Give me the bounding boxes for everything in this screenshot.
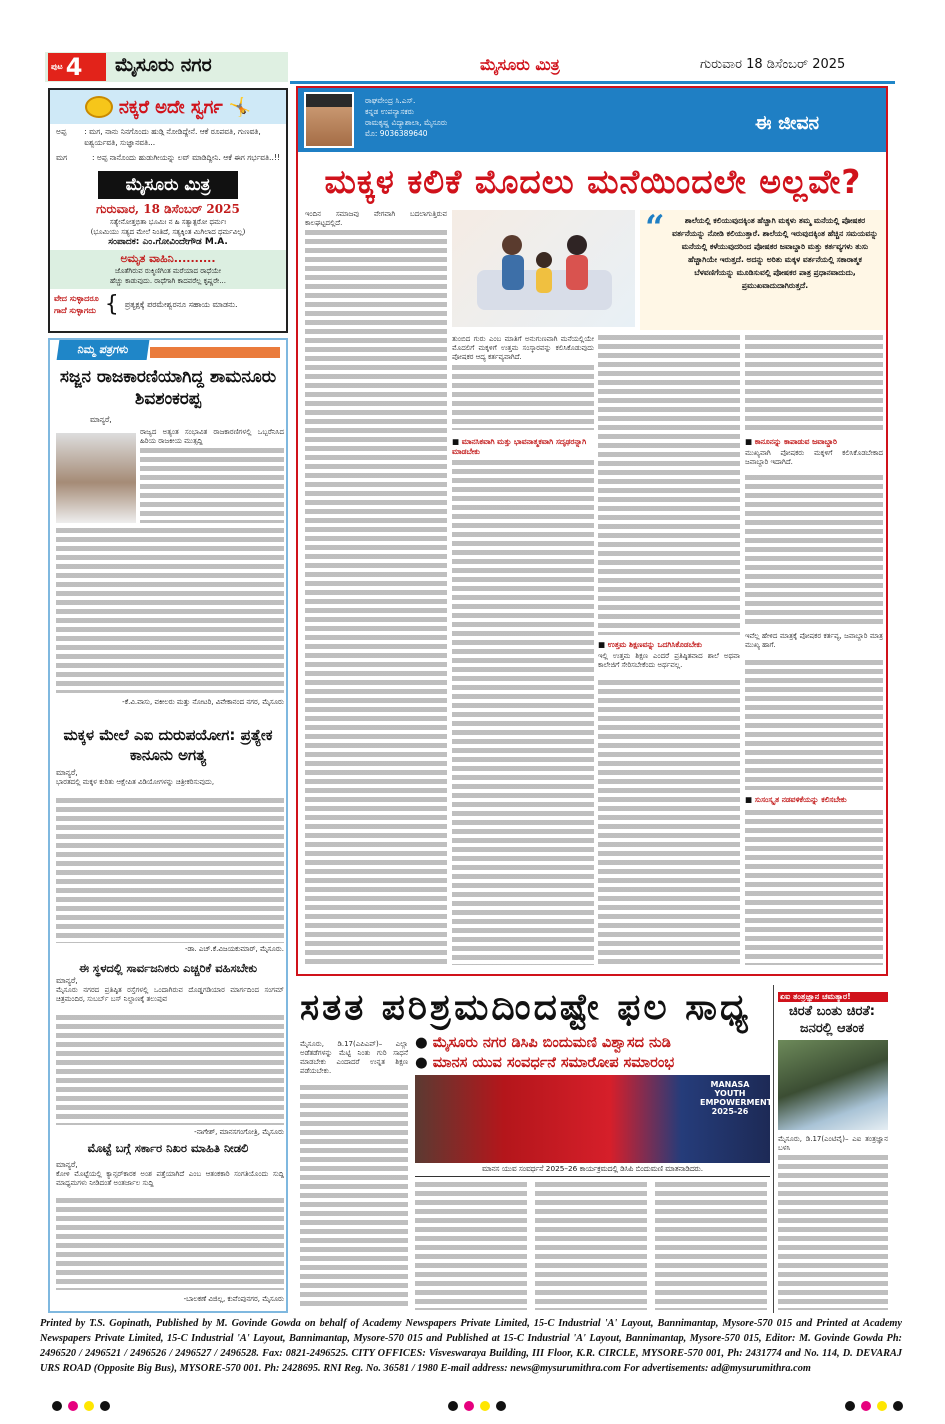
article-headline: ಮಕ್ಕಳ ಕಲಿಕೆ ಮೊದಲು ಮನೆಯಿಂದಲೇ ಅಲ್ಲವೇ? — [324, 162, 862, 201]
author-institution: ರಾಮಕೃಷ್ಣ ವಿದ್ಯಾಶಾಲಾ, ಮೈಸೂರು — [365, 118, 448, 127]
article-body — [452, 365, 594, 430]
humor-title-bar — [50, 90, 286, 124]
amrutha-title: ಅಮೃತ ವಾಹಿನಿ.......... — [120, 252, 216, 265]
registration-marks — [448, 1401, 506, 1411]
amrutha-vahini — [50, 250, 286, 289]
letter-body — [56, 528, 284, 693]
label-bar — [150, 347, 280, 358]
article-subhead: ■ ಉತ್ತಮ ಶಿಕ್ಷಣವನ್ನು ಒದಗಿಸಿಕೊಡಬೇಕು — [598, 640, 740, 650]
letter-lead: ರಾಜ್ಯದ ಅತ್ಯಂತ ಸಂಭಾವಿತ ರಾಜಕಾರಣಿಗಳಲ್ಲಿ ಒಬ್ಬರೆನಿಸಿದ ಹಿರಿಯ ರಾಜಕೀಯ ಮುತ್ಸದ್ದಿ — [140, 428, 284, 445]
letter-headline: ಸಜ್ಜನ ರಾಜಕಾರಣಿಯಾಗಿದ್ದ ಶಾಮನೂರು ಶಿವಶಂಕರಪ್ಪ — [59, 367, 277, 409]
issue-date: ಗುರುವಾರ 18 ಡಿಸೆಂಬರ್ 2025 — [700, 57, 846, 72]
letter-headline: ಮಕ್ಕಳ ಮೇಲೆ ಎಐ ದುರುಪಯೋಗ: ಪ್ರತ್ಯೇಕ ಕಾನೂನು ಅಗತ್ಯ — [63, 726, 273, 764]
imprint-footer: Printed by T.S. Gopinath, Published by M. Govinde Gowda on behalf of Academy Newspapers Private Limited, 15-C Industrial 'A' Layout, Bannimantap, Mysore-570 015 and Printed at Academy Newspapers Private Limited, 15-C Industrial 'A' Layout, Bannimantap, Mysore-570 015 and Published at 15-C Industrial 'A' Layout, Bannimantap, Mysore-570 015, Editor: M. Govinde Gowda Ph: 2496520 / 2496521 / 2496526 / 2496527 / 2496528. Fax: 0821-2496525. CITY OFFICES: Visveswaraya Building, III Floor, K.R. CIRCLE, MYSORE-570 001, Ph: 2431774 and No. 114, D. DEVARAJ URS ROAD (Opposite Big Bus), MYSORE-570 001. Ph: 2428695. RNI Reg. No. 36581 / 1980 E-mail address: news@mysurumithra.com For advertisements: ad@mysurumithra.com — [40, 1318, 902, 1374]
letter-signature: -ಡಾ. ಎಚ್.ಕೆ.ವಿಜಯಕುಮಾರ್, ಮೈಸೂರು. — [185, 945, 284, 953]
joke-line — [50, 124, 286, 150]
news-body — [300, 1085, 408, 1310]
photo-caption: ಮಾನಸ ಯುವ ಸಂವರ್ಧನೆ 2025–26 ಕಾರ್ಯಕ್ರಮದಲ್ಲಿ ಡಿಸಿಪಿ ಬಿಂದುಮಣಿ ಮಾತನಾಡಿದರು. — [415, 1164, 770, 1177]
leopard-photo — [778, 1040, 888, 1130]
side-kicker: ಏಐ ತಂತ್ರಜ್ಞಾನ ಚಮತ್ಕಾರ! — [778, 992, 888, 1002]
salutation: ಮಾನ್ಯರೆ, — [56, 976, 78, 985]
proverb-line: ಗಾದೆ ಸುಳ್ಳಾಗದು — [54, 305, 96, 315]
article-body — [598, 335, 740, 635]
amrutha-line: ಹೆಚ್ಚು ಕಾಡುವುದು. ರಾಧೆಗಾಗಿ ಕಾದವರೆಲ್ಲ ಕೃಷ್ಣರೇ... — [110, 277, 226, 285]
joke-line — [50, 150, 286, 165]
article-body — [452, 460, 594, 965]
letter-signature: -ನಾಗೇಶ್, ಮಾನಸಗಂಗೋತ್ರಿ, ಮೈಸೂರು — [194, 1128, 284, 1136]
article-paragraph: ತುಂಬಿದ ಗುರು ಎಂಬ ಮಾತಿಗೆ ಅನುಗುಣವಾಗಿ ಮನೆಯಲ್ಲಿಯೇ ಮೊದಲಿಗೆ ಮಕ್ಕಳಿಗೆ ಉತ್ತಮ ಸಂಸ್ಕಾರವನ್ನು ಕಲಿಸಿಕೊಡುವುದು ಪೋಷಕರ ಆದ್ಯ ಕರ್ತವ್ಯವಾಗಿದೆ. — [452, 335, 594, 361]
news-body — [415, 1182, 527, 1310]
proverb-line: ವೇದ ಸುಳ್ಳಾದರೂ — [54, 293, 99, 303]
proverb — [50, 289, 286, 320]
proverb-meaning: ಪ್ರತ್ಯಕ್ಷಕ್ಕೆ ಪರಮೇಶ್ವರನೂ ಸಹಾಯ ಮಾಡನು. — [124, 299, 238, 309]
laughing-face-icon — [85, 96, 113, 118]
cartoon-figure-icon: 🤸 — [228, 96, 252, 118]
letter-lead: ಕೋಳಿ ಮೊಟ್ಟೆಯಲ್ಲಿ ಕ್ಯಾನ್ಸರ್‌ಕಾರಕ ಅಂಶ ಪತ್ತೆಯಾಗಿದೆ ಎಂಬ ಆತಂಕಕಾರಿ ಸಂಗತಿಯೊಂದು ಸುದ್ದಿ ಮಾಧ್ಯಮಗಳು ನೀಡಿದಂತೆ ಅಂತರ್ಜಾಲ ಸುದ್ದಿ — [56, 1170, 284, 1187]
letter-signature: -ಕೆ.ವಿ.ವಾಸು, ವಕೀಲರು ಮತ್ತು ನೋಟರಿ, ವಿವೇಕಾನಂದ ನಗರ, ಮೈಸೂರು — [122, 698, 284, 706]
pull-quote: ಶಾಲೆಯಲ್ಲಿ ಕಲಿಯುವುದಕ್ಕಿಂತ ಹೆಚ್ಚಾಗಿ ಮಕ್ಕಳು ತಮ್ಮ ಮನೆಯಲ್ಲಿ ಪೋಷಕರ ವರ್ತನೆಯನ್ನು ನೋಡಿ ಕಲಿಯುತ್ತಾರೆ. ಶಾಲೆಯಲ್ಲಿ ಇರುವುದಕ್ಕಿಂತ ಹೆಚ್ಚಿನ ಸಮಯವನ್ನು ಮನೆಯಲ್ಲಿ ಕಳೆಯುವುದರಿಂದ ಪೋಷಕರ ಜವಾಬ್ದಾರಿ ಮತ್ತು ಕರ್ತವ್ಯಗಳು ತುಸು ಹೆಚ್ಚಾಗಿಯೇ ಇರುತ್ತದೆ. ಅದನ್ನು ಅರಿತು ಮಕ್ಕಳ ವರ್ತನೆಯಲ್ಲಿ ಸಕಾರಾತ್ಮಕ ಬೆಳವಣಿಗೆಯನ್ನು ಮೂಡಿಸುವಲ್ಲಿ ಪೋಷಕರ ಪಾತ್ರ ಪ್ರಧಾನವಾದುದು, ಪ್ರಮುಖವಾದುದಾಗಿರುತ್ತದೆ. — [640, 210, 886, 330]
letter-body — [140, 448, 284, 523]
author-name: ರಾಘವೇಂದ್ರ ಸಿ.ಎಸ್. — [365, 96, 416, 105]
news-subhead: ● ಮೈಸೂರು ನಗರ ಡಿಸಿಪಿ ಬಿಂದುಮಣಿ ವಿಶ್ವಾಸದ ನುಡಿ — [415, 1033, 671, 1053]
salutation: ಮಾನ್ಯರೆ, — [56, 768, 78, 777]
article-paragraph: ಮುಖ್ಯವಾಗಿ ಪೋಷಕರು ಮಕ್ಕಳಿಗೆ ಕಲಿಸಿಕೊಡಬೇಕಾದ ಜವಾಬ್ದಾರಿ ಇದಾಗಿದೆ. — [745, 449, 883, 466]
byline — [365, 95, 447, 139]
quote-mark-icon: “ — [645, 208, 665, 248]
side-body — [778, 1155, 888, 1310]
photo-banner-text: MANASA YOUTH EMPOWERMENT 2025-26 — [700, 1080, 773, 1116]
salutation: ಮಾನ್ಯರೆ, — [90, 415, 112, 424]
page-number: 4 — [65, 53, 83, 81]
article-subhead: ■ ಕಾನೂನನ್ನು ಕಾಪಾಡುವ ಜವಾಬ್ದಾರಿ — [745, 437, 883, 447]
author-role: ಕನ್ನಡ ಉಪನ್ಯಾಸಕರು — [365, 107, 415, 116]
article-body — [305, 230, 447, 965]
box-date: ಗುರುವಾರ, 18 ಡಿಸೆಂಬರ್ 2025 — [96, 202, 240, 216]
side-headline: ಚಿರತೆ ಬಂತು ಚಿರತೆ: ಜನರಲ್ಲಿ ಆತಂಕ — [789, 1004, 875, 1036]
letter-lead: ಭಾರತದಲ್ಲಿ ಮಕ್ಕಳ ಕುರಿತು ಆಕ್ಷೇಪಿತ ವಿಡಿಯೋಗಳನ್ನು ಚಿತ್ರೀಕರಿಸುವುದು, — [56, 778, 215, 786]
article-paragraph: ಇಲ್ಲಿ ಉತ್ತಮ ಶಿಕ್ಷಣ ಎಂದರೆ ಪ್ರತಿಷ್ಠಿತವಾದ ಶಾಲೆ ಅಥವಾ ಕಾಲೇಜಿಗೆ ಸೇರಿಸಬೇಕೆಂದು ಅರ್ಥವಲ್ಲ. — [598, 652, 740, 669]
joke-text: : ಅಪ್ಪ ನಾನೊಂದು ಹುಡುಗೀಯನ್ನು ಲವ್ ಮಾಡಿದ್ದೀನಿ. ಆಕೆ ಈಗ ಗರ್ಭವತಿ..!! — [92, 153, 280, 162]
letter-headline: ಈ ಸ್ಥಳದಲ್ಲಿ ಸಾರ್ವಜನಿಕರು ಎಚ್ಚರಿಕೆ ವಹಿಸಬೇಕು — [78, 961, 258, 975]
letter-body — [56, 798, 284, 943]
family-illustration — [452, 210, 635, 327]
parents-child-illustration — [452, 210, 635, 327]
section-name: ಮೈಸೂರು ನಗರ — [115, 54, 212, 76]
article-lead: ಇಂದಿನ ಸಮಾಜವು ವೇಗವಾಗಿ ಬದಲಾಗುತ್ತಿರುವ ಕಾಲಘಟ್ಟದಲ್ಲಿದೆ. — [305, 210, 447, 227]
joke-text: : ಮಗ, ನಾನು ನಿನಗೊಂದು ಹುಡ್ಗಿ ನೋಡಿದ್ದೇನೆ. ಆಕೆ ರೂಪವತಿ, ಗುಣವತಿ, ಐಶ್ವರ್ಯವತಿ, ಸುಜ್ಞಾನವತಿ... — [84, 127, 261, 147]
newspaper-logo: ಮೈಸೂರು ಮಿತ್ರ — [98, 171, 238, 199]
news-body — [655, 1182, 767, 1310]
humor-title: ನಕ್ಕರೆ ಅದೇ ಸ್ವರ್ಗ — [118, 96, 223, 118]
registration-marks — [52, 1401, 110, 1411]
motto-translation: (ಭೂಮಿಯು ಸತ್ಯದ ಮೇಲೆ ನಿಂತಿದೆ, ಸತ್ಯಕ್ಕಿಂತ ಮಿಗಿಲಾದ ಧರ್ಮವಿಲ್ಲ) — [90, 228, 246, 236]
letter-body — [56, 1198, 284, 1290]
article-body — [598, 680, 740, 965]
news-body — [535, 1182, 647, 1310]
masthead: ಮೈಸೂರು ಮಿತ್ರ — [480, 55, 560, 74]
amrutha-line: ಜೊತೆಗಿರುವ ರುಕ್ಮಿಣಿಗಿಂತ ಮರೆಯಾದ ರಾಧೆಯೇ — [114, 267, 222, 275]
header-rule — [290, 81, 895, 84]
side-dateline: ಮೈಸೂರು, ಡಿ.17(ಎಂಟಿವೈ)– ಎಐ ತಂತ್ರಜ್ಞಾನ ಬಳಸಿ — [778, 1135, 888, 1152]
article-subhead: ■ ಮಾನಸಿಕವಾಗಿ ಮತ್ತು ಭಾವನಾತ್ಮಕವಾಗಿ ಸದೃಢರನ್ನಾಗಿ ಮಾಡಬೇಕು — [452, 437, 594, 457]
portrait-photo — [56, 433, 136, 523]
author-photo — [304, 92, 354, 148]
article-body — [745, 475, 883, 625]
editor-line: ಸಂಪಾದಕ: ಎಂ.ಗೋವಿಂದೇಗೌಡ M.A. — [108, 237, 228, 247]
letters-label: ನಿಮ್ಮ ಪತ್ರಗಳು — [57, 340, 150, 360]
registration-marks — [845, 1401, 903, 1411]
article-body — [745, 335, 883, 430]
letter-headline: ಮೊಟ್ಟೆ ಬಗ್ಗೆ ಸರ್ಕಾರ ನಿಖರ ಮಾಹಿತಿ ನೀಡಲಿ — [87, 1141, 249, 1155]
salutation: ಮಾನ್ಯರೆ, — [56, 1160, 78, 1169]
letter-signature: -ಬಾಲಕಣೆ ವಿಜಿಲ್ಲ, ಕುವೆಂಪುನಗರ, ಮೈಸೂರು — [183, 1295, 284, 1303]
author-phone: ಮೊ: 9036389640 — [365, 129, 428, 138]
page-number-badge — [48, 53, 106, 81]
column-name: ಈ ಜೀವನ — [755, 112, 820, 134]
article-subhead: ■ ಸುಸಂಸ್ಕೃತ ನಡವಳಿಕೆಯನ್ನು ಕಲಿಸಬೇಕು — [745, 795, 883, 805]
article-body — [745, 660, 883, 790]
letter-lead: ಮೈಸೂರು ನಗರದ ಪ್ರತಿಷ್ಠಿತ ರಸ್ತೆಗಳಲ್ಲಿ ಒಂದಾಗಿರುವ ದೊಡ್ಡಗಡಿಯಾರ ಮಾರ್ಗದಿಂದ ಸಂಗಮ್ ಚಿತ್ರಮಂದಿರ, ಸುಬರ್ಬ್ ಬಸ್ ನಿಲ್ದಾಣಕ್ಕೆ ತಲುಪುವ — [56, 986, 284, 1003]
brace: { — [104, 292, 119, 317]
humor-box — [48, 88, 288, 333]
speaker: ಅಪ್ಪ — [56, 127, 67, 136]
news-headline: ಸತತ ಪರಿಶ್ರಮದಿಂದಷ್ಟೇ ಫಲ ಸಾಧ್ಯ — [300, 987, 752, 1028]
news-subhead: ● ಮಾನಸ ಯುವ ಸಂವರ್ಧನೆ ಸಮಾರೋಪ ಸಮಾರಂಭ — [415, 1053, 674, 1073]
motto: ಸತ್ಯೇನೋತ್ತಭಿತಾ ಭೂಮಿಃ ನ ಹಿ ಸತ್ಯಾತ್ಪರೋ ಧರ್ಮಃ — [109, 218, 227, 226]
news-dateline: ಮೈಸೂರು, ಡಿ.17(ಎಪಿಎಪ್)– ಎಲ್ಲಾ ಅಡೆತಡೆಗಳನ್ನು ಮೆಟ್ಟಿ ನಿಂತು ಗುರಿ ಸಾಧನೆ ಮಾಡಬೇಕು ಎಂದಾದರೆ ಉನ್ನತ ಶಿಕ್ಷಣ ಪಡೆಯಬೇಕು. — [300, 1040, 408, 1075]
letter-body — [56, 1015, 284, 1125]
page-label: ಪುಟ — [51, 62, 63, 71]
speaker: ಮಗ — [56, 153, 68, 162]
article-body — [745, 810, 883, 965]
article-paragraph: ಇವೆಲ್ಲ ಹೇಳಿದ ಮಾತ್ರಕ್ಕೆ ಪೋಷಕರ ಕರ್ತವ್ಯ, ಜವಾಬ್ದಾರಿ ಮಾತ್ರ ಮುಖ್ಯ ಹಾಗೆ. — [745, 632, 883, 649]
